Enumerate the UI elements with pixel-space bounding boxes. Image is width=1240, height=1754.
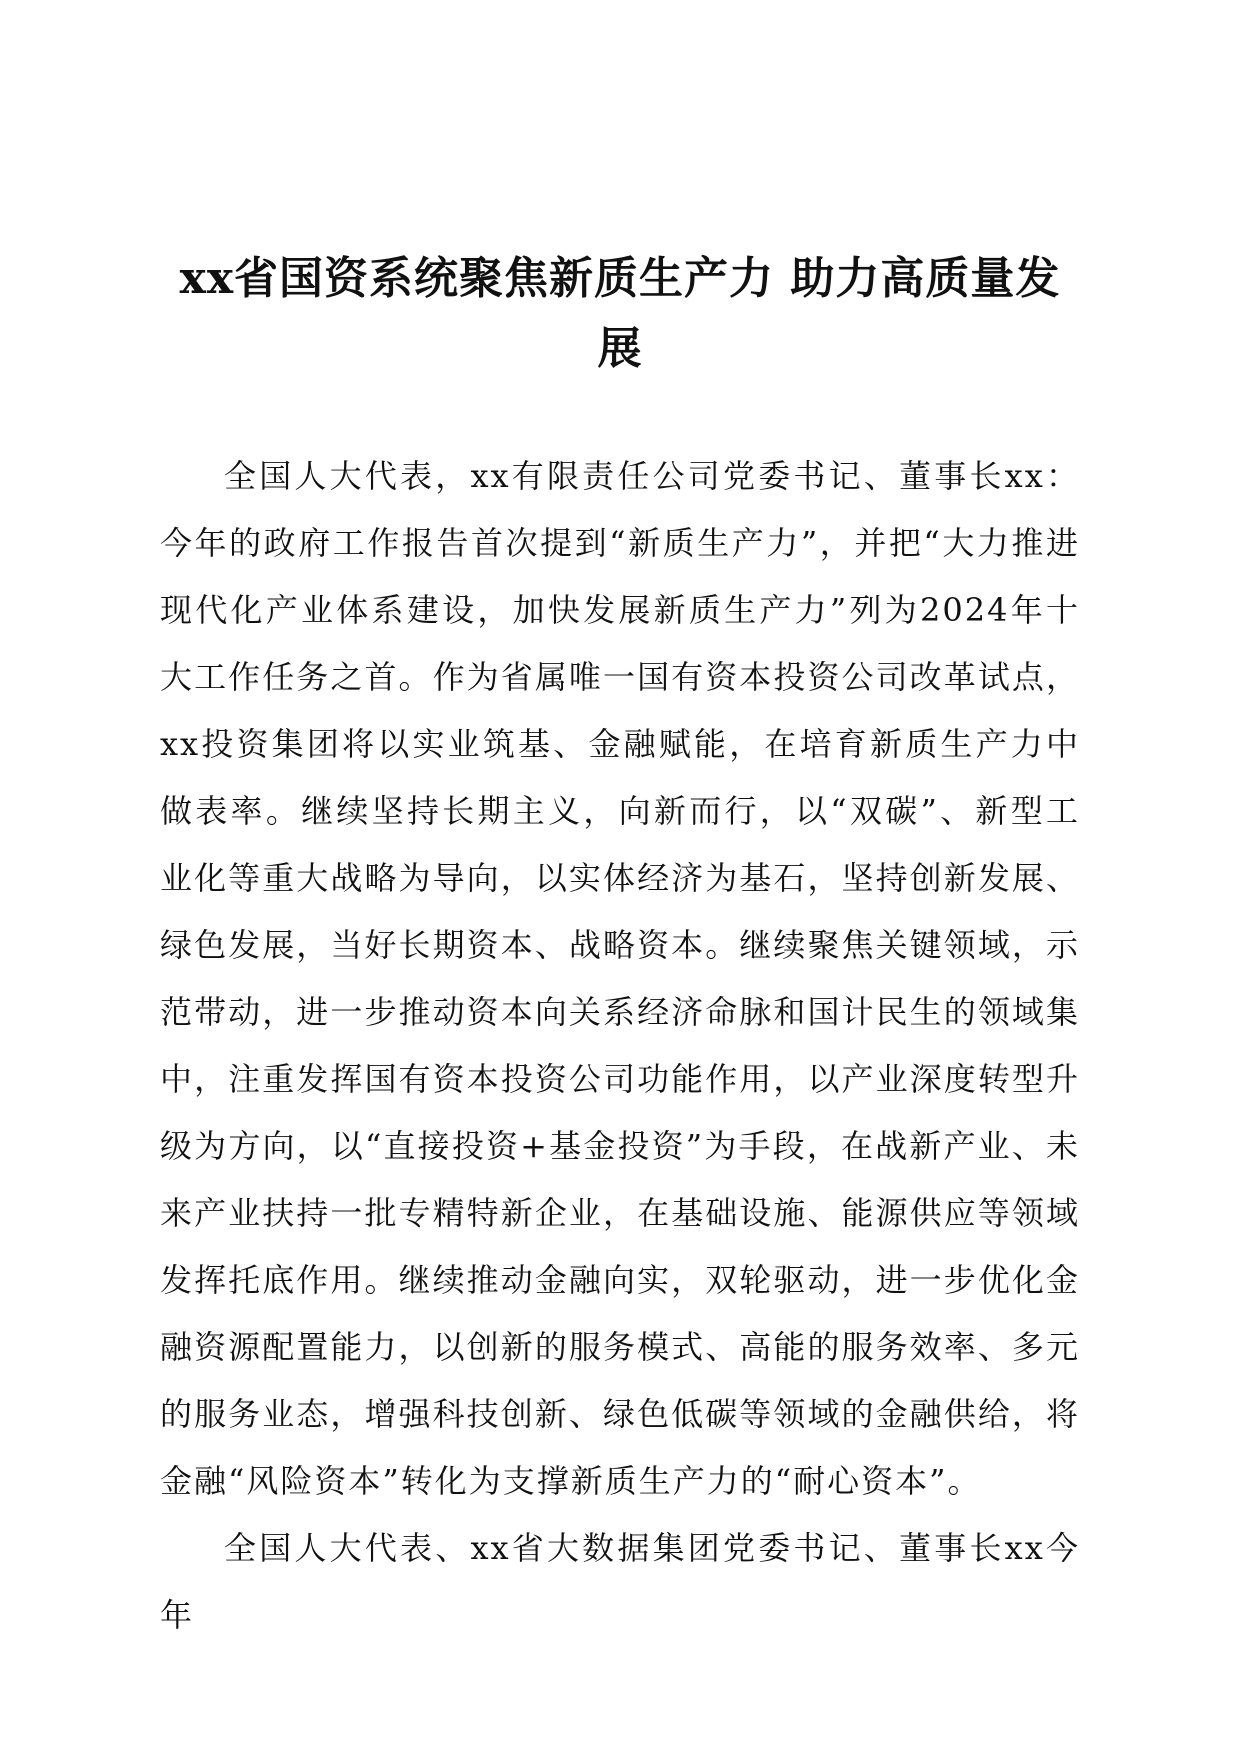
paragraph-1: 全国人大代表，xx有限责任公司党委书记、董事长xx：今年的政府工作报告首次提到“新质生产力”，并把“大力推进现代化产业体系建设，加快发展新质生产力”列为2024年十大工作任务之首。作为省属唯一国有资本投资公司改革试点，xx投资集团将以实业筑基、金融赋能，在培育新质生产力中做表率。继续坚持长期主义，向新而行，以“双碳”、新型工业化等重大战略为导向，以实体经济为基石，坚持创新发展、绿色发展，当好长期资本、战略资本。继续聚焦关键领域，示范带动，进一步推动资本向关系经济命脉和国计民生的领域集中，注重发挥国有资本投资公司功能作用，以产业深度转型升级为方向，以“直接投资+基金投资”为手段，在战新产业、未来产业扶持一批专精特新企业，在基础设施、能源供应等领域发挥托底作用。继续推动金融向实，双轮驱动，进一步优化金融资源配置能力，以创新的服务模式、高能的服务效率、多元的服务业态，增强科技创新、绿色低碳等领域的金融供给，将金融“风险资本”转化为支撑新质生产力的“耐心资本”。 xyxy=(160,457,1080,1500)
document-title: xx省国资系统聚焦新质生产力 助力高质量发展 xyxy=(179,253,1061,374)
paragraph-2: 全国人大代表、xx省大数据集团党委书记、董事长xx今年 xyxy=(160,1529,1080,1634)
document-body xyxy=(160,443,1080,1649)
